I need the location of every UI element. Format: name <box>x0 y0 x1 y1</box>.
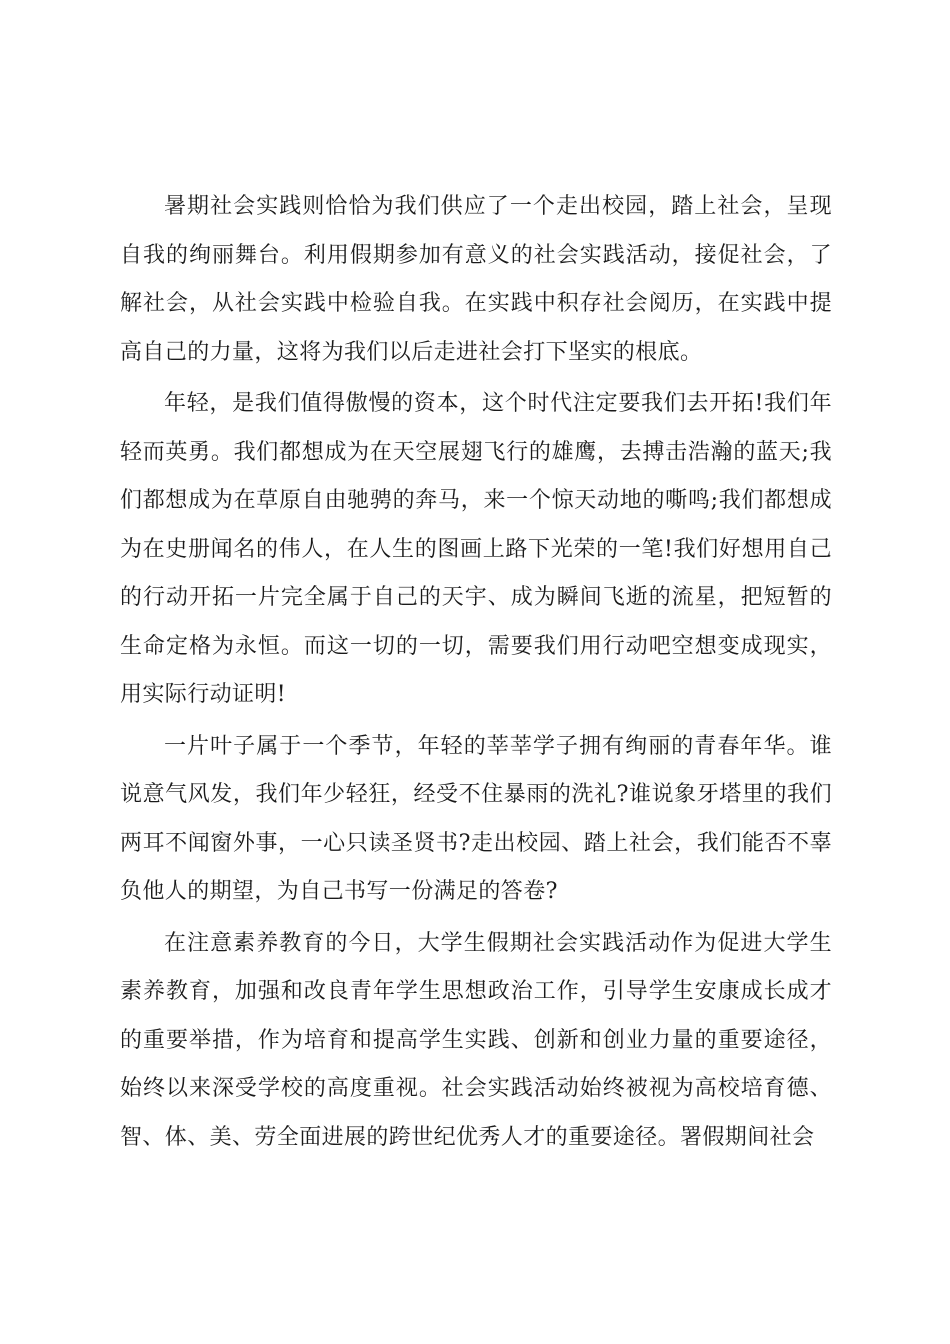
document-body <box>120 183 832 1165</box>
paragraph-4: 在注意素养教育的今日，大学生假期社会实践活动作为促进大学生素养教育，加强和改良青年学生思想政治工作，引导学生安康成长成才的重要举措，作为培育和提高学生实践、创新和创业力量的重要途径，始终以来深受学校的高度重视。社会实践活动始终被视为高校培育德、智、体、美、劳全面进展的跨世纪优秀人才的重要途径。署假期间社会 <box>120 930 832 1150</box>
paragraph-2: 年轻，是我们值得傲慢的资本，这个时代注定要我们去开拓!我们年轻而英勇。我们都想成为在天空展翅飞行的雄鹰，去搏击浩瀚的蓝天;我们都想成为在草原自由驰骋的奔马，来一个惊天动地的嘶鸣;我们都想成为在史册闻名的伟人，在人生的图画上路下光荣的一笔!我们好想用自己的行动开拓一片完全属于自己的天宇、成为瞬间飞逝的流星，把短暂的生命定格为永恒。而这一切的一切，需要我们用行动吧空想变成现实，用实际行动证明! <box>120 391 832 707</box>
paragraph-1: 暑期社会实践则恰恰为我们供应了一个走出校园，踏上社会，呈现自我的绚丽舞台。利用假期参加有意义的社会实践活动，接促社会，了解社会，从社会实践中检验自我。在实践中积存社会阅历，在实践中提高自己的力量，这将为我们以后走进社会打下坚实的根底。 <box>120 194 832 365</box>
paragraph-3: 一片叶子属于一个季节，年轻的莘莘学子拥有绚丽的青春年华。谁说意气风发，我们年少轻狂，经受不住暴雨的洗礼?谁说象牙塔里的我们两耳不闻窗外事，一心只读圣贤书?走出校园、踏上社会，我们能否不辜负他人的期望，为自己书写一份满足的答卷? <box>120 733 832 904</box>
